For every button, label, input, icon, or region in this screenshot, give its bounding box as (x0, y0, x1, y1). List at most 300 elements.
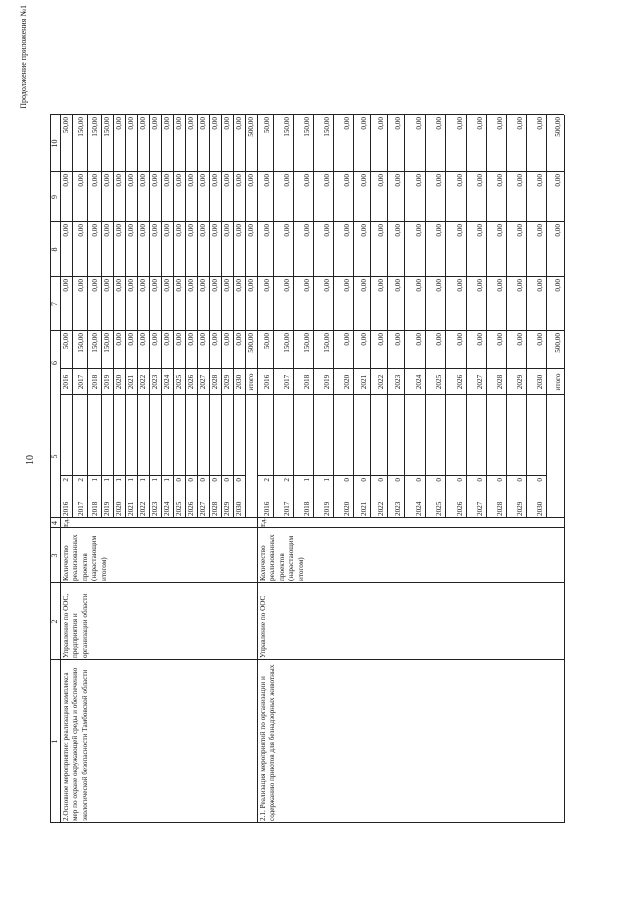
year-left: 2028 (211, 501, 219, 516)
value-col7: 0,00 (127, 279, 135, 292)
count-value: 0 (343, 478, 351, 482)
value-col6: 0,00 (456, 333, 464, 346)
value-col7: 0,00 (536, 279, 544, 292)
col-line (526, 475, 546, 476)
row-line (445, 115, 446, 518)
year-right: 2028 (211, 374, 219, 390)
year-right: 2016 (62, 374, 70, 390)
value-col8: 0,00 (360, 224, 368, 237)
value-col10: 0,00 (115, 117, 123, 130)
value-col6: 50,00 (263, 333, 271, 350)
col-line (173, 394, 185, 395)
row-line (161, 115, 162, 518)
value-col6: 0,00 (435, 333, 443, 346)
value-col10: 150,00 (103, 117, 111, 137)
year-left: 2025 (435, 501, 443, 516)
value-col9: 0,00 (323, 174, 331, 187)
count-value: 0 (360, 478, 368, 482)
row-line (425, 115, 426, 518)
value-col10: 0,00 (223, 117, 231, 130)
year-left: 2016 (62, 501, 70, 516)
value-col8: 0,00 (163, 224, 171, 237)
value-col10: 0,00 (139, 117, 147, 130)
year-right: 2026 (456, 374, 464, 390)
value-col10: 0,00 (536, 117, 544, 130)
count-value: 1 (139, 478, 147, 482)
col-line (245, 394, 257, 395)
value-col9: 0,00 (415, 174, 423, 187)
value-col6: 0,00 (516, 333, 524, 346)
value-col7: 0,00 (496, 279, 504, 292)
value-col8: 0,00 (377, 224, 385, 237)
row-line (466, 115, 467, 518)
year-right: 2020 (115, 374, 123, 390)
value-col7: 0,00 (263, 279, 271, 292)
value-col8: 0,00 (127, 224, 135, 237)
col-line (370, 475, 387, 476)
value-col10: 0,00 (151, 117, 159, 130)
col-line (404, 475, 425, 476)
col-line (273, 475, 293, 476)
value-col7: 0,00 (199, 279, 207, 292)
year-right: 2017 (77, 374, 85, 390)
row-line (486, 115, 487, 518)
year-right: 2019 (323, 374, 331, 390)
value-col9: 0,00 (536, 174, 544, 187)
row-line (245, 115, 246, 518)
col-line (197, 475, 209, 476)
year-right: 2024 (163, 374, 171, 390)
count-value: 0 (415, 478, 423, 482)
indicator-a: Количество реализованных проектов (нарастающим итогом) (62, 534, 108, 581)
count-value: 0 (476, 478, 484, 482)
value-col10: 0,00 (435, 117, 443, 130)
value-col6: 0,00 (377, 333, 385, 346)
value-col7: 0,00 (476, 279, 484, 292)
row-line (197, 115, 198, 518)
value-col9: 0,00 (163, 174, 171, 187)
value-col6: 150,00 (77, 333, 85, 353)
executor-b: Управление по ООС (259, 595, 267, 658)
value-col7: 0,00 (115, 279, 123, 292)
row-line (233, 115, 234, 518)
row-line (209, 115, 210, 518)
appendix-label: Продолжение приложения №1 (19, 5, 28, 109)
year-left: 2019 (323, 501, 331, 516)
value-col6: 0,00 (115, 333, 123, 346)
year-left: 2017 (283, 501, 291, 516)
value-col7: 0,00 (343, 279, 351, 292)
year-left: 2023 (394, 501, 402, 516)
value-col9: 0,00 (103, 174, 111, 187)
row-line (149, 115, 150, 518)
year-left: 2028 (496, 501, 504, 516)
column-header: 8 (50, 247, 59, 252)
row-line (87, 115, 88, 518)
year-left: 2027 (476, 501, 484, 516)
value-col7: 0,00 (247, 279, 255, 292)
activity-a: 2.Основное мероприятие: реализация комплекса мер по охране окружающей среды и обеспечению экологической безопасности Тамбовской области (62, 667, 89, 821)
column-header: 6 (50, 361, 59, 365)
value-col7: 0,00 (103, 279, 111, 292)
page-number: 10 (25, 455, 36, 465)
value-col6: 0,00 (187, 333, 195, 346)
col-line (445, 475, 466, 476)
col-line (313, 475, 333, 476)
column-header: 10 (50, 139, 59, 148)
year-left: 2023 (151, 501, 159, 516)
year-left: 2021 (127, 501, 135, 516)
col-line (101, 475, 113, 476)
count-value: 2 (62, 478, 70, 482)
value-col8: 0,00 (516, 224, 524, 237)
value-col8: 0,00 (211, 224, 219, 237)
col-line (387, 475, 404, 476)
row-line (101, 115, 102, 518)
value-col9: 0,00 (223, 174, 231, 187)
value-col8: 0,00 (223, 224, 231, 237)
col-line (149, 475, 161, 476)
value-col7: 0,00 (554, 279, 562, 292)
year-left: 2030 (536, 501, 544, 516)
col-line (113, 394, 125, 395)
value-col8: 0,00 (175, 224, 183, 237)
count-value: 0 (235, 478, 243, 482)
value-col7: 0,00 (62, 279, 70, 292)
column-border (50, 527, 564, 528)
col-line (313, 394, 333, 395)
value-col7: 0,00 (360, 279, 368, 292)
value-col6: 150,00 (103, 333, 111, 353)
value-col6: 150,00 (303, 333, 311, 353)
count-value: 0 (223, 478, 231, 482)
value-col8: 0,00 (247, 224, 255, 237)
value-col10: 0,00 (163, 117, 171, 130)
value-col6: 500,00 (554, 333, 562, 353)
year-left: 2029 (516, 501, 524, 516)
count-value: 0 (435, 478, 443, 482)
col-line (333, 394, 353, 395)
row-line (125, 115, 126, 518)
value-col7: 0,00 (283, 279, 291, 292)
col-line (149, 394, 161, 395)
value-col8: 0,00 (115, 224, 123, 237)
col-line (233, 394, 245, 395)
row-line (72, 115, 73, 518)
value-col9: 0,00 (394, 174, 402, 187)
executor-a: Управление по ООС, предприятия и организации области (62, 593, 89, 658)
value-col6: 0,00 (199, 333, 207, 346)
col-line (125, 475, 137, 476)
value-col7: 0,00 (139, 279, 147, 292)
year-right: 2021 (127, 374, 135, 390)
col-line (257, 475, 273, 476)
value-col10: 0,00 (127, 117, 135, 130)
value-col9: 0,00 (127, 174, 135, 187)
value-col7: 0,00 (456, 279, 464, 292)
col-line (185, 394, 197, 395)
col-line (125, 394, 137, 395)
value-col6: 0,00 (223, 333, 231, 346)
value-col8: 0,00 (283, 224, 291, 237)
unit-a: Ед. (63, 518, 70, 527)
value-col7: 0,00 (323, 279, 331, 292)
year-left: 2016 (263, 501, 271, 516)
value-col8: 0,00 (496, 224, 504, 237)
value-col7: 0,00 (77, 279, 85, 292)
value-col8: 0,00 (343, 224, 351, 237)
value-col9: 0,00 (283, 174, 291, 187)
value-col10: 0,00 (516, 117, 524, 130)
value-col7: 0,00 (223, 279, 231, 292)
col-line (72, 475, 87, 476)
count-value: 2 (283, 478, 291, 482)
value-col6: 150,00 (91, 333, 99, 353)
row-line (113, 115, 114, 518)
value-col10: 50,00 (263, 117, 271, 134)
value-col10: 150,00 (303, 117, 311, 137)
value-col8: 0,00 (415, 224, 423, 237)
value-col6: 0,00 (127, 333, 135, 346)
col-line (101, 394, 113, 395)
block-separator (257, 115, 258, 823)
value-col9: 0,00 (435, 174, 443, 187)
count-value: 0 (211, 478, 219, 482)
col-line (87, 394, 101, 395)
year-right: 2027 (476, 374, 484, 390)
value-col10: 0,00 (199, 117, 207, 130)
col-line (526, 394, 546, 395)
value-col7: 0,00 (377, 279, 385, 292)
value-col10: 0,00 (496, 117, 504, 130)
count-value: 1 (323, 478, 331, 482)
row-line (387, 115, 388, 518)
value-col9: 0,00 (151, 174, 159, 187)
value-col7: 0,00 (151, 279, 159, 292)
value-col6: 0,00 (476, 333, 484, 346)
row-line (313, 115, 314, 518)
value-col9: 0,00 (456, 174, 464, 187)
col-line (87, 475, 101, 476)
col-line (257, 394, 273, 395)
value-col10: 0,00 (456, 117, 464, 130)
year-left: 2024 (163, 501, 171, 516)
count-value: 1 (103, 478, 111, 482)
value-col7: 0,00 (187, 279, 195, 292)
value-col7: 0,00 (303, 279, 311, 292)
value-col8: 0,00 (456, 224, 464, 237)
value-col6: 0,00 (139, 333, 147, 346)
value-col6: 0,00 (496, 333, 504, 346)
value-col8: 0,00 (199, 224, 207, 237)
unit-b: Ед. (260, 518, 267, 527)
column-border (50, 582, 564, 583)
col-line (404, 394, 425, 395)
col-line (60, 475, 72, 476)
year-left: 2021 (360, 501, 368, 516)
row-line (526, 115, 527, 518)
row-line (293, 115, 294, 518)
value-col9: 0,00 (247, 174, 255, 187)
value-col7: 0,00 (516, 279, 524, 292)
col-line (221, 475, 233, 476)
column-header: 9 (50, 195, 59, 199)
year-right: 2025 (435, 374, 443, 390)
count-value: 1 (115, 478, 123, 482)
value-col9: 0,00 (377, 174, 385, 187)
col-line (161, 394, 173, 395)
value-col7: 0,00 (235, 279, 243, 292)
value-col9: 0,00 (360, 174, 368, 187)
count-value: 0 (377, 478, 385, 482)
row-line (333, 115, 334, 518)
year-right: 2021 (360, 374, 368, 390)
year-left: 2020 (115, 501, 123, 516)
row-line (185, 115, 186, 518)
value-col8: 0,00 (103, 224, 111, 237)
value-col8: 0,00 (235, 224, 243, 237)
column-header: 3 (50, 553, 59, 558)
total-label: итого (247, 373, 255, 391)
col-line (506, 475, 526, 476)
year-right: 2016 (263, 374, 271, 390)
col-line (425, 475, 445, 476)
col-line (445, 394, 466, 395)
value-col10: 50,00 (62, 117, 70, 134)
col-line (546, 394, 564, 395)
year-right: 2026 (187, 374, 195, 390)
count-value: 0 (536, 478, 544, 482)
column-header: 2 (50, 619, 59, 624)
value-col9: 0,00 (516, 174, 524, 187)
year-right: 2027 (199, 374, 207, 390)
value-col8: 0,00 (151, 224, 159, 237)
year-left: 2022 (377, 501, 385, 516)
column-border (50, 822, 564, 823)
value-col8: 0,00 (394, 224, 402, 237)
value-col10: 150,00 (91, 117, 99, 137)
col-line (486, 394, 506, 395)
col-line (209, 394, 221, 395)
value-col7: 0,00 (415, 279, 423, 292)
value-col10: 150,00 (283, 117, 291, 137)
count-value: 2 (263, 478, 271, 482)
value-col8: 0,00 (62, 224, 70, 237)
year-left: 2024 (415, 501, 423, 516)
value-col9: 0,00 (91, 174, 99, 187)
value-col7: 0,00 (175, 279, 183, 292)
value-col8: 0,00 (91, 224, 99, 237)
value-col8: 0,00 (187, 224, 195, 237)
value-col9: 0,00 (62, 174, 70, 187)
value-col7: 0,00 (211, 279, 219, 292)
value-col9: 0,00 (303, 174, 311, 187)
col-line (353, 475, 370, 476)
year-right: 2020 (343, 374, 351, 390)
value-col8: 0,00 (554, 224, 562, 237)
value-col8: 0,00 (263, 224, 271, 237)
row-line (221, 115, 222, 518)
year-left: 2019 (103, 501, 111, 516)
year-right: 2028 (496, 374, 504, 390)
value-col6: 0,00 (360, 333, 368, 346)
value-col10: 0,00 (235, 117, 243, 130)
count-value: 0 (516, 478, 524, 482)
col-line (486, 475, 506, 476)
year-right: 2018 (91, 374, 99, 390)
row-line (370, 115, 371, 518)
value-col6: 0,00 (175, 333, 183, 346)
col-line (113, 475, 125, 476)
value-col9: 0,00 (187, 174, 195, 187)
year-right: 2023 (151, 374, 159, 390)
value-col6: 0,00 (163, 333, 171, 346)
value-col10: 150,00 (323, 117, 331, 137)
value-col8: 0,00 (536, 224, 544, 237)
column-header: 7 (50, 302, 59, 306)
year-right: 2022 (139, 374, 147, 390)
count-value: 1 (163, 478, 171, 482)
value-col6: 0,00 (536, 333, 544, 346)
value-col10: 0,00 (415, 117, 423, 130)
col-line (353, 394, 370, 395)
year-left: 2022 (139, 501, 147, 516)
indicator-b: Количество реализованных проектов (нарастающим итогом) (259, 534, 305, 581)
activity-b: 2.1. Реализация мероприятий по организации и содержанию приютов для безнадзорных животных (259, 664, 277, 821)
year-right: 2029 (223, 374, 231, 390)
year-left: 2029 (223, 501, 231, 516)
total-label: итого (554, 373, 562, 391)
value-col7: 0,00 (91, 279, 99, 292)
value-col6: 0,00 (415, 333, 423, 346)
value-col6: 0,00 (343, 333, 351, 346)
col-line (425, 394, 445, 395)
year-right: 2029 (516, 374, 524, 390)
value-col7: 0,00 (163, 279, 171, 292)
col-line (221, 394, 233, 395)
year-left: 2026 (187, 501, 195, 516)
col-line (197, 394, 209, 395)
value-col9: 0,00 (77, 174, 85, 187)
year-left: 2020 (343, 501, 351, 516)
year-right: 2022 (377, 374, 385, 390)
col-line (466, 475, 486, 476)
value-col9: 0,00 (554, 174, 562, 187)
col-line (293, 394, 313, 395)
year-left: 2027 (199, 501, 207, 516)
col-line (506, 394, 526, 395)
value-col9: 0,00 (199, 174, 207, 187)
col-line (185, 475, 197, 476)
value-col7: 0,00 (435, 279, 443, 292)
value-col9: 0,00 (496, 174, 504, 187)
col-line (273, 394, 293, 395)
row-line (546, 115, 547, 518)
col-line (370, 394, 387, 395)
count-value: 1 (303, 478, 311, 482)
value-col10: 0,00 (377, 117, 385, 130)
col-line (137, 475, 149, 476)
year-right: 2030 (235, 374, 243, 390)
row-line (273, 115, 274, 518)
col-line (60, 394, 72, 395)
column-header: 1 (50, 739, 59, 744)
value-col9: 0,00 (139, 174, 147, 187)
col-line (333, 475, 353, 476)
value-col9: 0,00 (235, 174, 243, 187)
value-col10: 0,00 (360, 117, 368, 130)
col-line (466, 394, 486, 395)
